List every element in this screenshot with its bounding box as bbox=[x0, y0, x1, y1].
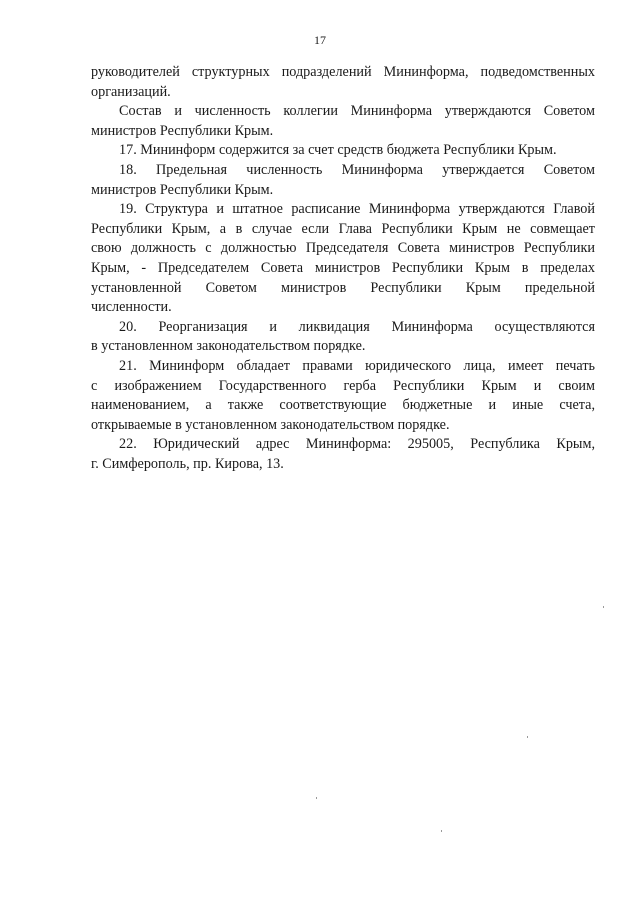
text-line: г. Симферополь, пр. Кирова, 13. bbox=[91, 455, 284, 472]
text-line: 18. Предельная численность Мининформа утверждается Советом bbox=[119, 161, 595, 178]
paragraph-continuation bbox=[91, 63, 595, 102]
text-line: численности. bbox=[91, 299, 172, 316]
text-line: министров Республики Крым. bbox=[91, 181, 274, 198]
scan-speck bbox=[527, 736, 528, 738]
text-line: 21. Мининформ обладает правами юридического лица, имеет печать bbox=[119, 357, 595, 374]
text-line: руководителей структурных подразделений Мининформа, подведомственных bbox=[91, 64, 595, 80]
text-line: 20. Реорганизация и ликвидация Мининформа осуществляются bbox=[119, 318, 595, 335]
paragraph-18 bbox=[91, 161, 595, 200]
scan-speck bbox=[441, 830, 442, 832]
text-line: в установленном законодательством порядке. bbox=[91, 338, 366, 355]
document-body bbox=[91, 63, 595, 474]
text-line: министров Республики Крым. bbox=[91, 122, 274, 139]
text-line: наименованием, а также соответствующие бюджетные и иные счета, bbox=[91, 397, 595, 414]
text-line: с изображением Государственного герба Республики Крым и своим bbox=[91, 377, 595, 394]
paragraph-17 bbox=[91, 141, 595, 161]
text-line: Крым, - Председателем Совета министров Республики Крым в пределах bbox=[91, 259, 595, 276]
text-line: свою должность с должностью Председателя Совета министров Республики bbox=[91, 240, 595, 257]
text-line: открываемые в установленном законодательством порядке. bbox=[91, 416, 450, 433]
text-line: 19. Структура и штатное расписание Мининформа утверждаются Главой bbox=[119, 201, 595, 218]
text-line: установленной Советом министров Республики Крым предельной bbox=[91, 279, 595, 296]
scan-speck bbox=[603, 606, 604, 608]
paragraph-21 bbox=[91, 357, 595, 435]
scan-speck bbox=[316, 797, 317, 799]
page-number: 17 bbox=[314, 33, 326, 47]
text-line: Республики Крым, а в случае если Глава Республики Крым не совмещает bbox=[91, 220, 595, 237]
paragraph-20 bbox=[91, 318, 595, 357]
text-line: 17. Мининформ содержится за счет средств бюджета Республики Крым. bbox=[119, 142, 557, 159]
paragraph-19 bbox=[91, 200, 595, 318]
paragraph-22 bbox=[91, 435, 595, 474]
text-line: Состав и численность коллегии Мининформа утверждаются Советом bbox=[119, 103, 595, 120]
text-line: организаций. bbox=[91, 83, 171, 100]
paragraph-collegium-composition bbox=[91, 102, 595, 141]
text-line: 22. Юридический адрес Мининформа: 295005, Республика Крым, bbox=[119, 436, 595, 453]
